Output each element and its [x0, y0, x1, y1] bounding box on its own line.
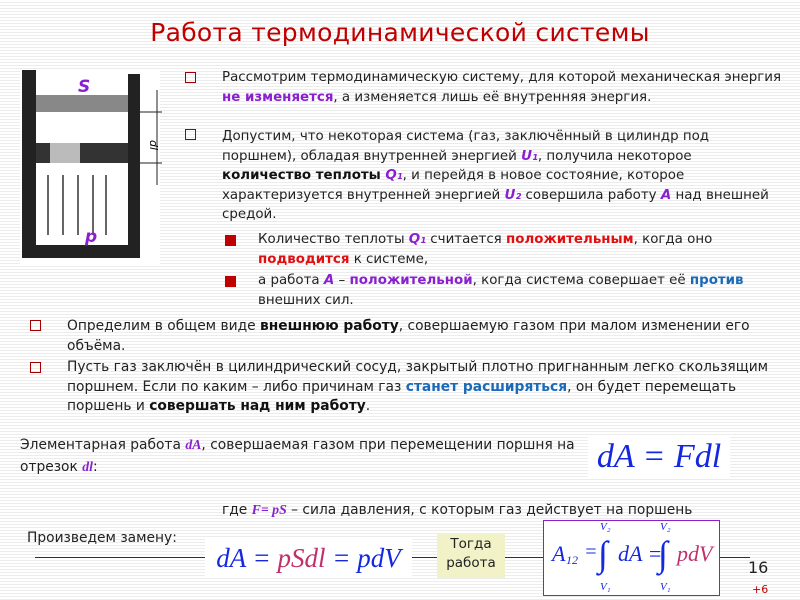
formula-part: = [584, 541, 598, 563]
slide-title: Работа термодинамической системы [150, 18, 650, 47]
text-run: , когда оно [633, 232, 713, 247]
formula-part: V₁ [600, 581, 611, 593]
text-run: – сила давления, с которым газ действует на поршень [286, 502, 693, 518]
sub-bullet-marker [225, 235, 236, 246]
text-run: U₂ [504, 187, 522, 203]
paragraph [222, 68, 782, 107]
text-run: dl [82, 459, 93, 474]
formula-part: pSdl [277, 543, 326, 573]
bullet-marker [30, 320, 41, 331]
text-run: , совершаемую газом при малом изменении его объёма. [67, 318, 750, 354]
text-run: , и перейдя в новое состояние, которое характеризуется внутренней энергией [222, 168, 685, 203]
text-run: совершать над ним работу [149, 398, 366, 414]
text-run: количество теплоты [222, 168, 386, 183]
text-run: Пусть газ заключён в цилиндрический сосуд, закрытый плотно пригнанным легко скользящим поршнем. Если по каким – либо причинам газ [67, 359, 769, 395]
formula-part: dA = [618, 541, 663, 566]
cylinder-right-wall [128, 74, 140, 258]
paragraph [222, 127, 782, 225]
text-run: – [334, 273, 350, 288]
text-run: Q₁ [385, 168, 403, 183]
formula-part: dA = [216, 543, 278, 573]
text-run: положительной [349, 273, 473, 288]
piston-upper [36, 95, 128, 112]
text-run: Q₁ [408, 232, 427, 247]
text-run: считается [426, 232, 506, 247]
text-run: , когда система совершает её [472, 273, 690, 288]
force-definition-text [222, 500, 742, 520]
piston-lower [36, 143, 128, 163]
formula-part: V₂ [660, 521, 671, 533]
text-run: U₁ [521, 148, 538, 164]
page-number: 16 [748, 558, 769, 577]
paragraph [67, 358, 787, 417]
dl-label: dl [147, 140, 160, 151]
text-run: совершила работу [521, 187, 661, 203]
bullet-marker [185, 129, 196, 140]
text-run: Рассмотрим термодинамическую систему, для которой механическая энергия [222, 70, 782, 85]
text-run: над внешней средой. [222, 187, 769, 222]
text-run: . [365, 398, 371, 414]
piston-cylinder-figure [20, 70, 165, 265]
formula-part: V₁ [660, 581, 671, 593]
text-run: : [92, 459, 98, 475]
text-run: , совершаемая газом при перемещении поршня на отрезок [20, 437, 575, 475]
elementary-work-text [20, 434, 580, 478]
page-delta: +6 [752, 583, 769, 596]
integral-sign: ∫ [658, 534, 668, 574]
text-run: A [660, 187, 672, 203]
text-run: Количество теплоты [258, 232, 409, 247]
formula-part: A [552, 541, 566, 566]
formula-dA-Fdl: dA = Fdl [588, 436, 730, 478]
sub-bullet-marker [225, 276, 236, 287]
text-run: где [222, 502, 252, 518]
text-run: dA [185, 437, 202, 452]
cylinder-left-wall [22, 70, 36, 258]
pressure-label: p [85, 227, 98, 247]
text-run: внешнюю работу [260, 318, 399, 334]
text-run: подводится [258, 251, 350, 267]
text-run: против [689, 273, 744, 288]
text-run: к системе, [349, 251, 429, 267]
paragraph [258, 271, 783, 310]
work-integral-formula [543, 520, 720, 596]
formula-part: pdV [677, 541, 713, 566]
area-label: S [78, 77, 91, 97]
text-run: станет расширяться [405, 378, 568, 395]
paragraph [258, 230, 783, 269]
text-run: не изменяется [222, 89, 334, 105]
integral-sign: ∫ [598, 534, 608, 574]
text-run: Элементарная работа [20, 437, 186, 453]
then-work-label: Тогда работа [437, 533, 505, 578]
paragraph [67, 317, 767, 356]
text-run: , а изменяется лишь её внутренняя энергия. [333, 89, 652, 105]
replace-label: Произведем замену: [27, 530, 177, 546]
text-run: A [323, 273, 335, 288]
text-run: Допустим, что некоторая система (газ, заключённый в цилиндр под поршнем), обладая внутренней энергией [222, 129, 710, 164]
cylinder-bottom [22, 245, 140, 258]
text-run: положительным [506, 232, 634, 247]
formula-part: V₂ [600, 521, 611, 533]
text-run: F= pS [251, 502, 287, 517]
bullet-marker [185, 72, 196, 83]
text-run: а работа [258, 273, 324, 288]
text-run: внешних сил. [258, 292, 354, 308]
text-run: , он будет перемещать поршень и [67, 378, 737, 414]
formula-part: = pdV [325, 543, 401, 573]
text-run: , получила некоторое [537, 148, 692, 164]
formula-substitution [205, 538, 412, 578]
bullet-marker [30, 362, 41, 373]
formula-part: 12 [566, 553, 578, 567]
text-run: Определим в общем виде [67, 318, 260, 334]
